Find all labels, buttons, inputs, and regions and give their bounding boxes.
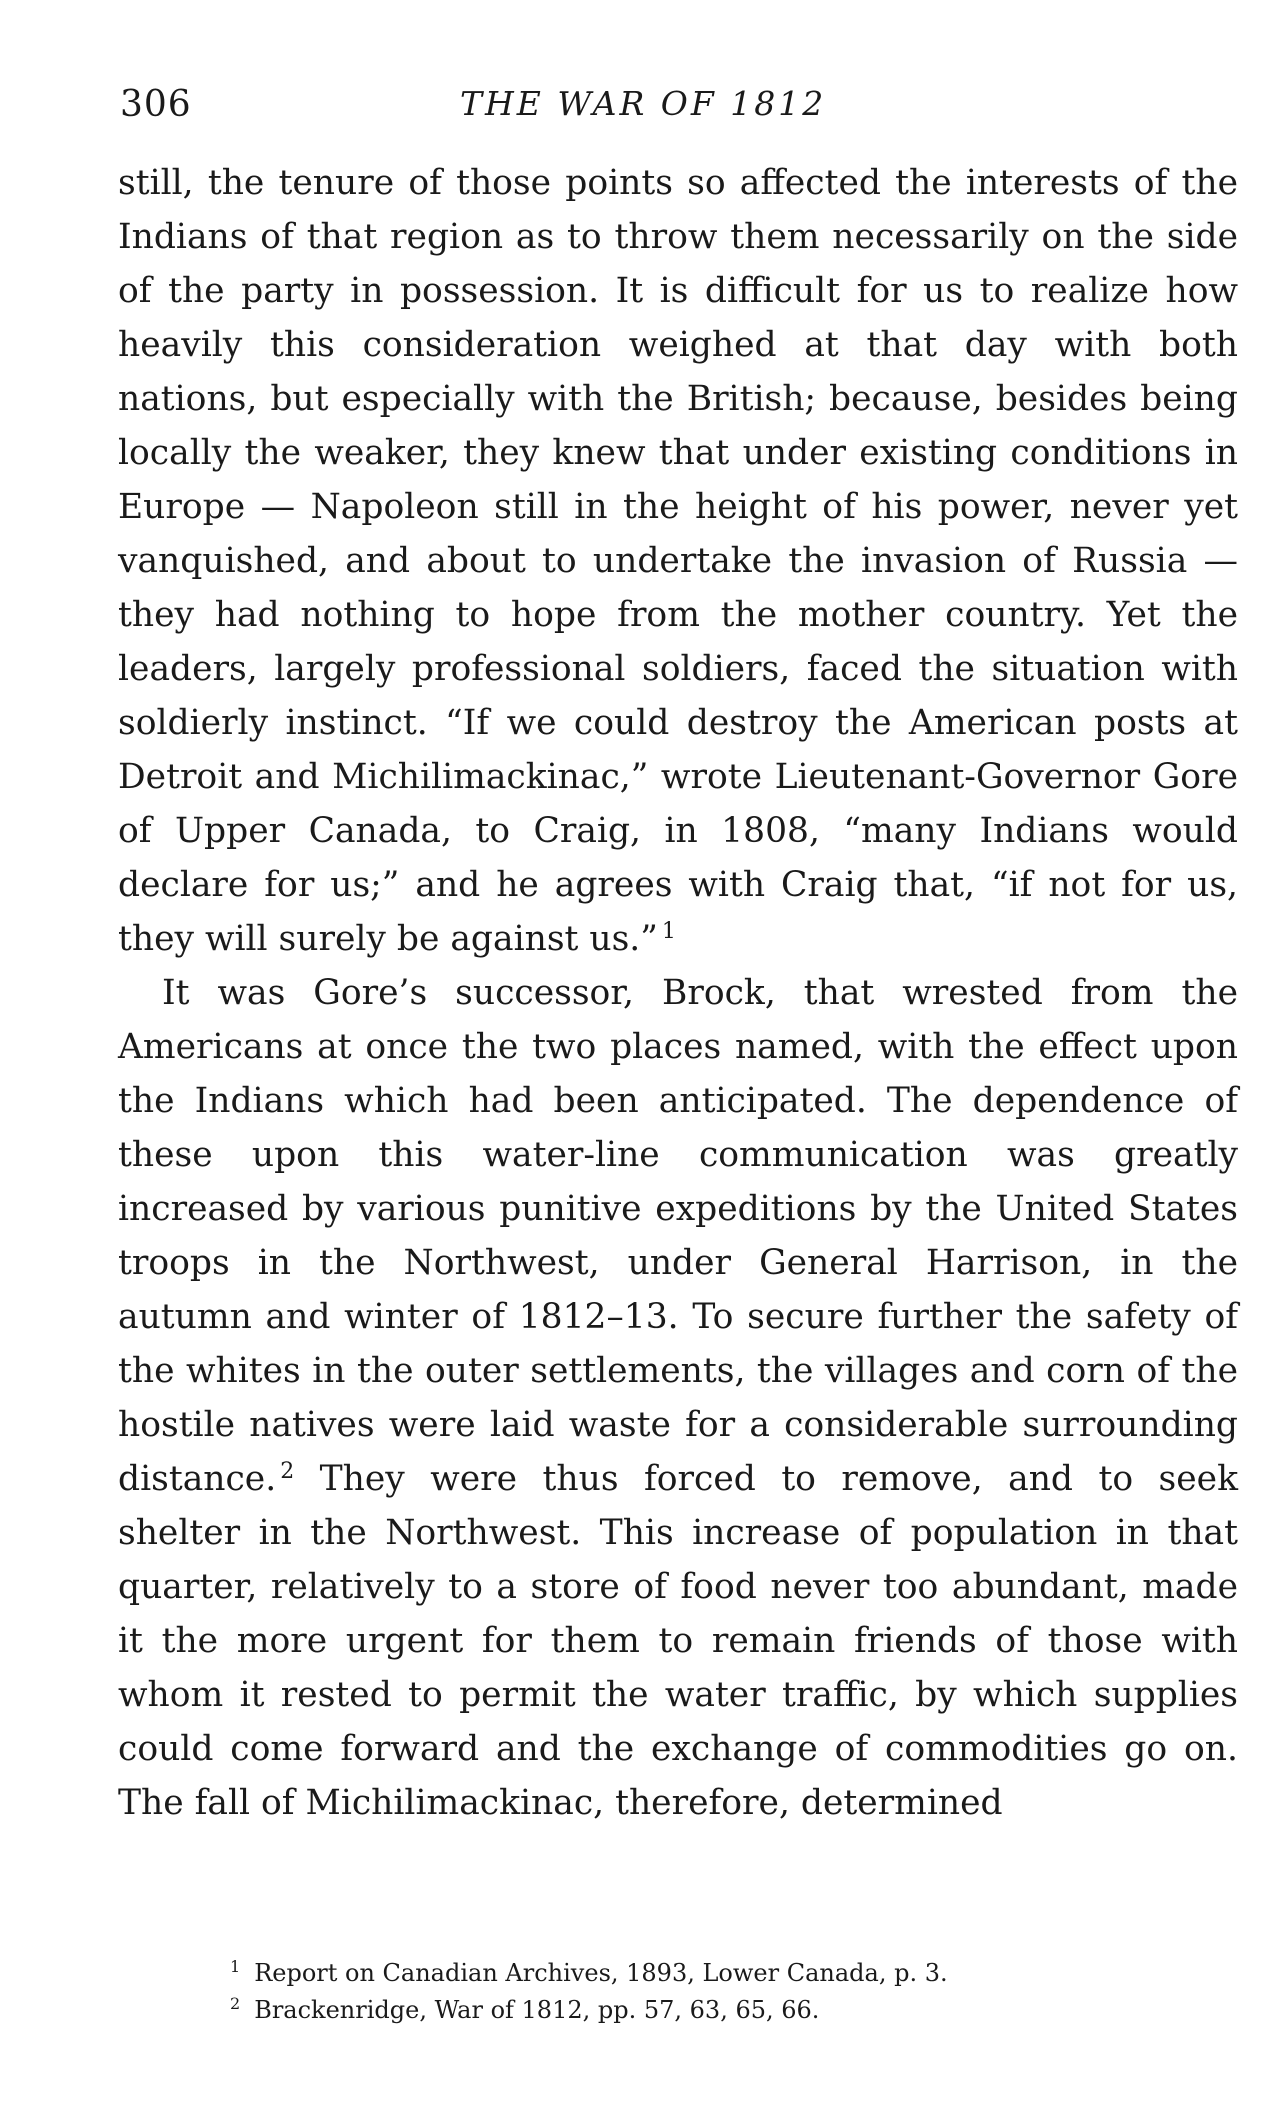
page-number: 306 — [120, 84, 192, 125]
paragraph-2-text-b: They were thus forced to remove, and to seek shelter in the Northwest. This increase of population in that quarter, relatively to a store of food never too abundant, made it the more urgent for them to remain friends of those with whom it rested to permit the water traffic, by which supplies could come forward and the exchange of commodities go on. The fall of Michilimackinac, therefore, determined — [118, 1459, 1238, 1823]
footnote-1-text: Report on Canadian Archives, 1893, Lower Canada, p. 3. — [254, 1959, 948, 1987]
footnote-2-text: Brackenridge, War of 1812, pp. 57, 63, 65, 66. — [254, 1996, 820, 2024]
paragraph-2-text-a: It was Gore’s successor, Brock, that wrested from the Americans at once the two places named, with the effect upon the Indians which had been anticipated. The dependence of these upon this water-line communication was greatly increased by various punitive expeditions by the United States troops in the Northwest, under General Harrison, in the autumn and winter of 1812–13. To secure further the safety of the whites in the outer settlements, the villages and corn of the hostile natives were laid waste for a considerable surrounding distance. — [118, 973, 1238, 1499]
footnote-2-number: 2 — [230, 1994, 241, 2013]
body-text — [118, 156, 1238, 1830]
footnote-1-number: 1 — [230, 1957, 241, 1976]
running-title: THE WAR OF 1812 — [460, 84, 827, 123]
paragraph-1-text: still, the tenure of those points so affected the interests of the Indians of that region as to throw them necessarily on the side of the party in possession. It is difficult for us to realize how heavily this consideration weighed at that day with both nations, but especially with the British; because, besides being locally the weaker, they knew that under existing conditions in Europe — Napoleon still in the height of his power, never yet vanquished, and about to undertake the invasion of Russia — they had nothing to hope from the mother country. Yet the leaders, largely professional soldiers, faced the situation with soldierly instinct. “If we could destroy the American posts at Detroit and Michilimackinac,” wrote Lieutenant-Governor Gore of Upper Canada, to Craig, in 1808, “many Indians would declare for us;” and he agrees with Craig that, “if not for us, they will surely be against us.” — [118, 163, 1238, 959]
footnote-1 — [230, 1955, 1210, 1992]
footnote-ref-2: 2 — [280, 1458, 295, 1484]
footnote-ref-1: 1 — [661, 918, 676, 944]
paragraph-1 — [118, 156, 1238, 966]
footnotes — [230, 1955, 1210, 2029]
paragraph-2 — [118, 966, 1238, 1830]
running-head — [120, 84, 1270, 134]
footnote-2 — [230, 1992, 1210, 2029]
